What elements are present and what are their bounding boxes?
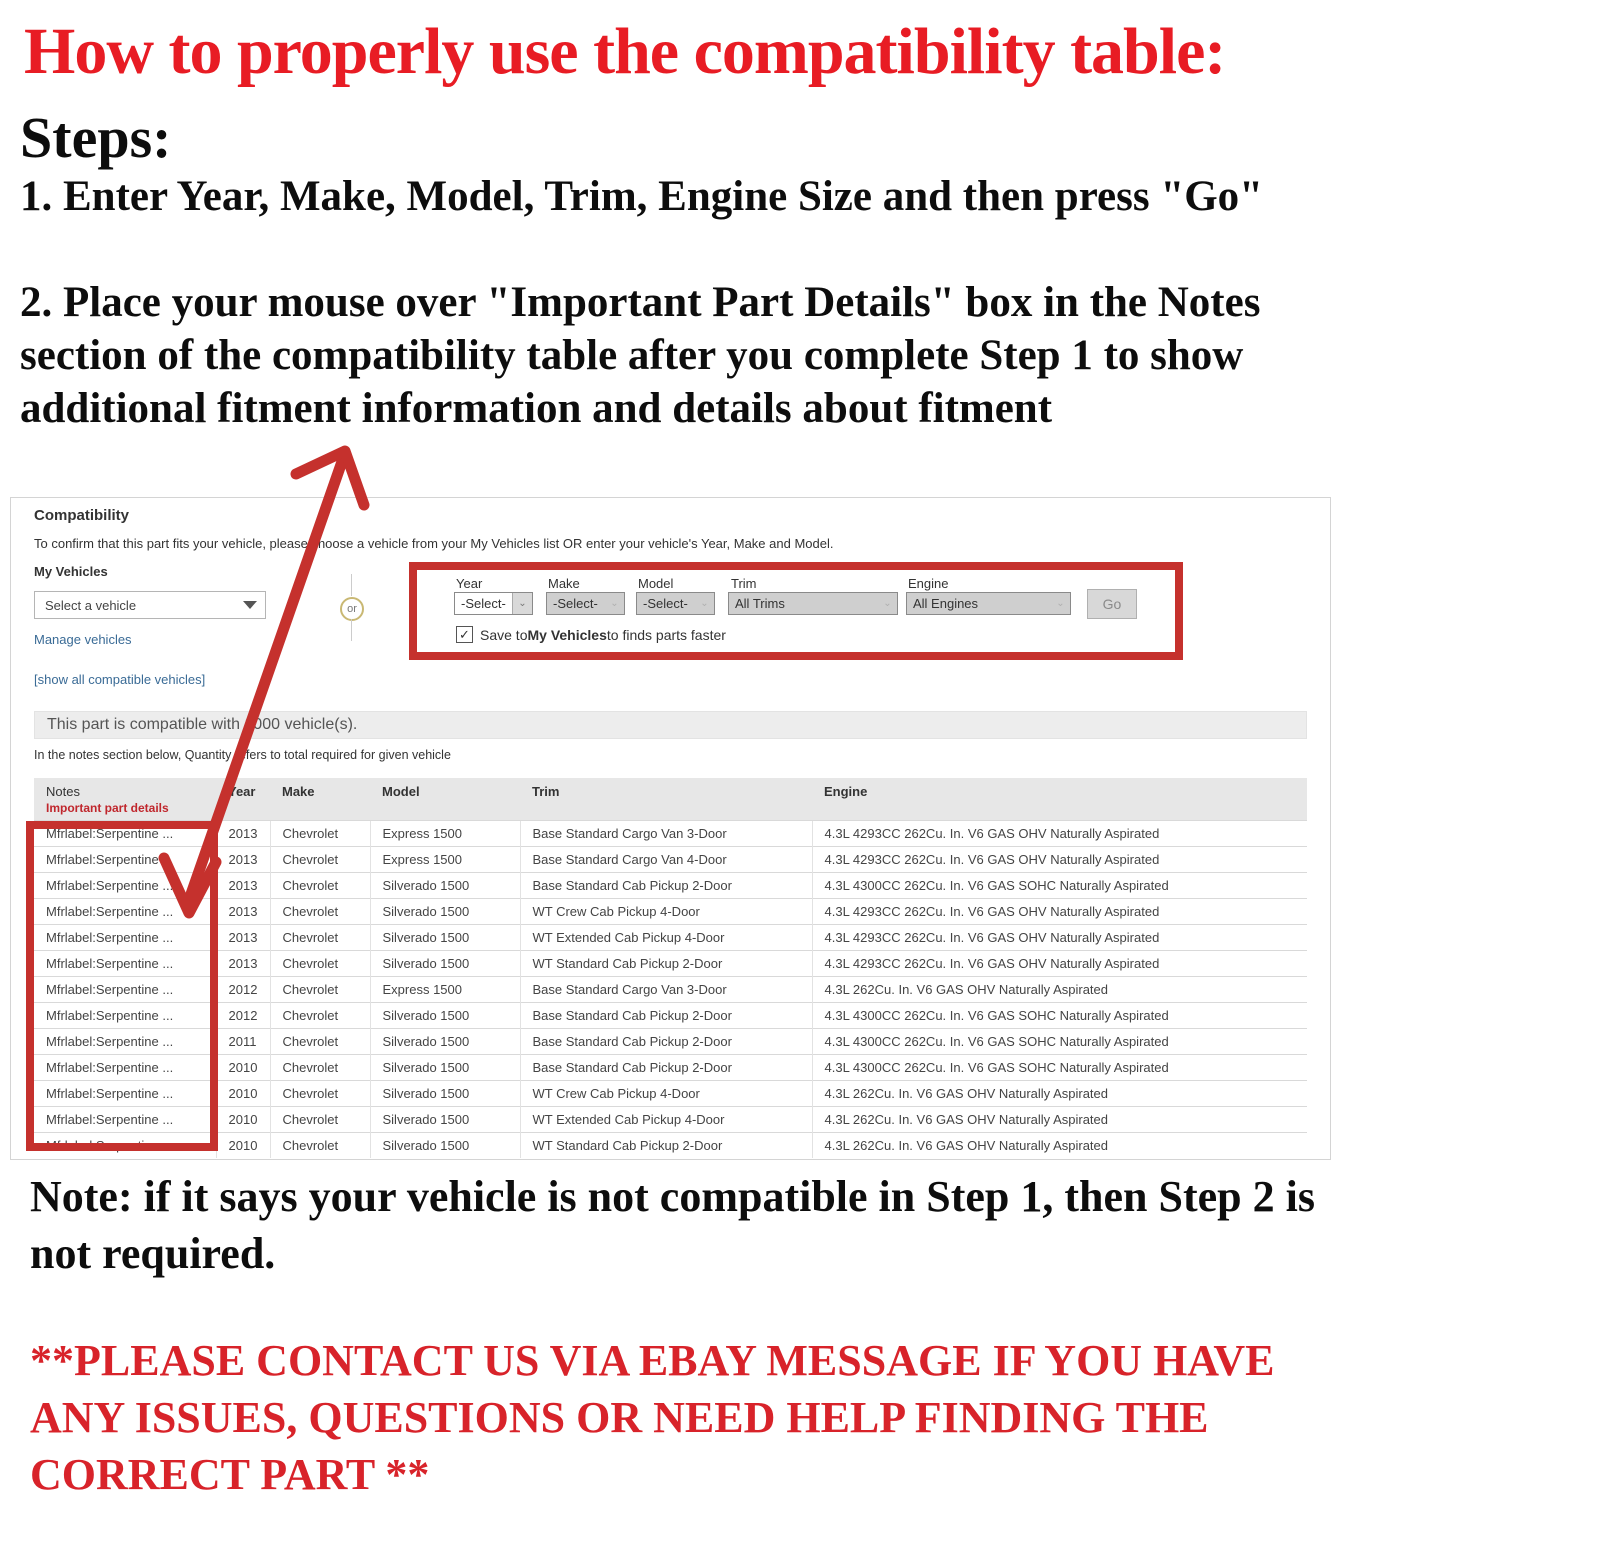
cell-make: Chevrolet (270, 1081, 370, 1107)
year-select[interactable] (454, 592, 533, 615)
cell-year: 2010 (216, 1055, 270, 1081)
model-select[interactable] (636, 592, 715, 615)
cell-notes[interactable]: Mfrlabel:Serpentine ... (34, 1003, 216, 1029)
table-row (34, 1055, 1307, 1081)
widget-description: To confirm that this part fits your vehicle, please choose a vehicle from your My Vehicles list OR enter your vehicle's Year, Make and Model. (34, 536, 834, 551)
cell-model: Silverado 1500 (370, 951, 520, 977)
contact-text (30, 1332, 1275, 1503)
cell-engine: 4.3L 4300CC 262Cu. In. V6 GAS SOHC Naturally Aspirated (812, 1029, 1307, 1055)
cell-make: Chevrolet (270, 951, 370, 977)
engine-select-value: All Engines (913, 596, 979, 611)
cell-trim: Base Standard Cargo Van 3-Door (520, 821, 812, 847)
my-vehicles-select-value: Select a vehicle (45, 597, 137, 613)
col-header-model: Model (370, 778, 520, 821)
trim-label: Trim (731, 576, 757, 591)
cell-make: Chevrolet (270, 899, 370, 925)
note-line: not required. (30, 1229, 276, 1278)
chevron-down-icon: ⌄ (883, 598, 892, 609)
cell-notes[interactable]: Mfrlabel:Serpentine ... (34, 873, 216, 899)
cell-model: Silverado 1500 (370, 1133, 520, 1159)
col-header-make: Make (270, 778, 370, 821)
cell-notes[interactable]: Mfrlabel:Serpentine ... (34, 925, 216, 951)
col-header-notes (34, 778, 216, 821)
cell-trim: Base Standard Cab Pickup 2-Door (520, 873, 812, 899)
show-all-compatible-vehicles-link[interactable]: [show all compatible vehicles] (34, 672, 206, 687)
cell-trim: WT Crew Cab Pickup 4-Door (520, 899, 812, 925)
cell-engine: 4.3L 4300CC 262Cu. In. V6 GAS SOHC Naturally Aspirated (812, 873, 1307, 899)
table-row (34, 821, 1307, 847)
engine-label: Engine (908, 576, 949, 591)
cell-notes[interactable]: Mfrlabel:Serpentine ... (34, 821, 216, 847)
page-title: How to properly use the compatibility table: (24, 15, 1226, 88)
cell-make: Chevrolet (270, 873, 370, 899)
step-1-text: 1. Enter Year, Make, Model, Trim, Engine Size and then press "Go" (20, 173, 1264, 220)
chevron-down-icon: ⌄ (700, 598, 709, 609)
cell-notes[interactable]: Mfrlabel:Serpentine ... (34, 1055, 216, 1081)
compatibility-table-body (34, 821, 1307, 1159)
table-row (34, 951, 1307, 977)
make-label: Make (548, 576, 580, 591)
cell-make: Chevrolet (270, 821, 370, 847)
widget-title: Compatibility (34, 507, 130, 524)
table-header-row (34, 778, 1307, 821)
table-row (34, 899, 1307, 925)
cell-make: Chevrolet (270, 1055, 370, 1081)
cell-notes[interactable]: Mfrlabel:Serpentine ... (34, 951, 216, 977)
cell-make: Chevrolet (270, 1107, 370, 1133)
divider (351, 574, 352, 596)
notes-header-label: Notes (46, 784, 80, 799)
step-2-text (20, 276, 1500, 435)
table-row (34, 1107, 1307, 1133)
cell-engine: 4.3L 262Cu. In. V6 GAS OHV Naturally Aspirated (812, 977, 1307, 1003)
cell-model: Silverado 1500 (370, 925, 520, 951)
save-label-suffix: to finds parts faster (606, 626, 726, 643)
chevron-down-icon: ⌄ (1056, 598, 1065, 609)
divider (351, 619, 352, 641)
cell-trim: Base Standard Cab Pickup 2-Door (520, 1003, 812, 1029)
cell-make: Chevrolet (270, 925, 370, 951)
table-row (34, 925, 1307, 951)
cell-model: Silverado 1500 (370, 1029, 520, 1055)
chevron-down-icon: ⌄ (610, 598, 619, 609)
cell-notes[interactable]: Mfrlabel:Serpentine ... (34, 1081, 216, 1107)
cell-trim: Base Standard Cab Pickup 2-Door (520, 1055, 812, 1081)
cell-engine: 4.3L 262Cu. In. V6 GAS OHV Naturally Aspirated (812, 1133, 1307, 1159)
save-to-my-vehicles-row (456, 626, 726, 643)
cell-notes[interactable]: Mfrlabel:Serpentine ... (34, 899, 216, 925)
cell-make: Chevrolet (270, 1029, 370, 1055)
contact-line: **PLEASE CONTACT US VIA EBAY MESSAGE IF YOU HAVE (30, 1336, 1275, 1385)
cell-engine: 4.3L 262Cu. In. V6 GAS OHV Naturally Aspirated (812, 1107, 1307, 1133)
cell-year: 2012 (216, 977, 270, 1003)
contact-line: ANY ISSUES, QUESTIONS OR NEED HELP FINDING THE (30, 1393, 1209, 1442)
cell-year: 2010 (216, 1133, 270, 1159)
make-select-value: -Select- (553, 596, 598, 611)
go-button[interactable]: Go (1087, 589, 1137, 619)
table-row (34, 873, 1307, 899)
note-text (30, 1168, 1315, 1282)
contact-line: CORRECT PART ** (30, 1450, 430, 1499)
notes-hint: In the notes section below, Quantity refers to total required for given vehicle (34, 748, 451, 762)
steps-heading: Steps: (20, 105, 172, 170)
compatible-count-banner: This part is compatible with 1000 vehicle(s). (34, 711, 1307, 739)
cell-engine: 4.3L 4300CC 262Cu. In. V6 GAS SOHC Naturally Aspirated (812, 1055, 1307, 1081)
cell-make: Chevrolet (270, 977, 370, 1003)
trim-select-value: All Trims (735, 596, 785, 611)
engine-select[interactable] (906, 592, 1071, 615)
model-label: Model (638, 576, 674, 591)
cell-year: 2010 (216, 1081, 270, 1107)
cell-year: 2012 (216, 1003, 270, 1029)
cell-model: Silverado 1500 (370, 873, 520, 899)
cell-notes[interactable]: Mfrlabel:Serpentine ... (34, 1107, 216, 1133)
or-badge: or (340, 597, 364, 621)
save-checkbox[interactable]: ✓ (456, 626, 473, 643)
cell-model: Silverado 1500 (370, 899, 520, 925)
trim-select[interactable] (728, 592, 898, 615)
cell-make: Chevrolet (270, 1133, 370, 1159)
cell-model: Express 1500 (370, 977, 520, 1003)
cell-engine: 4.3L 4293CC 262Cu. In. V6 GAS OHV Naturally Aspirated (812, 925, 1307, 951)
table-row (34, 1133, 1307, 1159)
save-label-prefix: Save to (480, 626, 528, 643)
my-vehicles-select[interactable] (34, 591, 266, 619)
cell-year: 2013 (216, 873, 270, 899)
cell-model: Silverado 1500 (370, 1055, 520, 1081)
cell-trim: Base Standard Cargo Van 3-Door (520, 977, 812, 1003)
year-label: Year (456, 576, 483, 591)
cell-year: 2013 (216, 899, 270, 925)
cell-year: 2013 (216, 847, 270, 873)
cell-engine: 4.3L 4293CC 262Cu. In. V6 GAS OHV Naturally Aspirated (812, 847, 1307, 873)
cell-make: Chevrolet (270, 847, 370, 873)
note-line: Note: if it says your vehicle is not compatible in Step 1, then Step 2 is (30, 1172, 1315, 1221)
chevron-down-icon (243, 601, 257, 609)
cell-notes[interactable]: Mfrlabel:Serpentine ... (34, 847, 216, 873)
cell-engine: 4.3L 4293CC 262Cu. In. V6 GAS OHV Naturally Aspirated (812, 899, 1307, 925)
year-select-value: -Select- (461, 596, 506, 611)
col-header-year: Year (216, 778, 270, 821)
cell-trim: WT Standard Cab Pickup 2-Door (520, 1133, 812, 1159)
cell-year: 2013 (216, 925, 270, 951)
cell-engine: 4.3L 262Cu. In. V6 GAS OHV Naturally Aspirated (812, 1081, 1307, 1107)
make-select[interactable] (546, 592, 625, 615)
cell-engine: 4.3L 4293CC 262Cu. In. V6 GAS OHV Naturally Aspirated (812, 951, 1307, 977)
cell-engine: 4.3L 4293CC 262Cu. In. V6 GAS OHV Naturally Aspirated (812, 821, 1307, 847)
cell-trim: WT Extended Cab Pickup 4-Door (520, 1107, 812, 1133)
cell-model: Express 1500 (370, 847, 520, 873)
cell-notes[interactable]: Mfrlabel:Serpentine ... (34, 1029, 216, 1055)
table-row (34, 1003, 1307, 1029)
col-header-trim: Trim (520, 778, 812, 821)
cell-year: 2013 (216, 951, 270, 977)
step-2-line: section of the compatibility table after you complete Step 1 to show (20, 332, 1244, 379)
cell-model: Express 1500 (370, 821, 520, 847)
cell-notes[interactable]: Mfrlabel:Serpentine ... (34, 1133, 216, 1159)
cell-model: Silverado 1500 (370, 1107, 520, 1133)
cell-engine: 4.3L 4300CC 262Cu. In. V6 GAS SOHC Naturally Aspirated (812, 1003, 1307, 1029)
cell-model: Silverado 1500 (370, 1081, 520, 1107)
cell-model: Silverado 1500 (370, 1003, 520, 1029)
cell-trim: WT Extended Cab Pickup 4-Door (520, 925, 812, 951)
chevron-down-icon: ⌄ (512, 593, 532, 614)
cell-make: Chevrolet (270, 1003, 370, 1029)
step-2-line: additional fitment information and details about fitment (20, 385, 1053, 432)
my-vehicles-label: My Vehicles (34, 564, 108, 579)
save-label-bold: My Vehicles (527, 626, 607, 643)
important-part-details-label[interactable]: Important part details (46, 801, 169, 815)
cell-year: 2013 (216, 821, 270, 847)
cell-trim: Base Standard Cargo Van 4-Door (520, 847, 812, 873)
table-row (34, 977, 1307, 1003)
table-row (34, 1029, 1307, 1055)
cell-year: 2010 (216, 1107, 270, 1133)
step-2-line: 2. Place your mouse over "Important Part Details" box in the Notes (20, 279, 1261, 326)
table-row (34, 1081, 1307, 1107)
manage-vehicles-link[interactable]: Manage vehicles (34, 632, 132, 647)
cell-trim: Base Standard Cab Pickup 2-Door (520, 1029, 812, 1055)
cell-year: 2011 (216, 1029, 270, 1055)
model-select-value: -Select- (643, 596, 688, 611)
compatibility-widget (10, 497, 1331, 1160)
cell-trim: WT Standard Cab Pickup 2-Door (520, 951, 812, 977)
cell-notes[interactable]: Mfrlabel:Serpentine ... (34, 977, 216, 1003)
cell-trim: WT Crew Cab Pickup 4-Door (520, 1081, 812, 1107)
col-header-engine: Engine (812, 778, 1307, 821)
table-row (34, 847, 1307, 873)
compatibility-table (34, 778, 1307, 1158)
